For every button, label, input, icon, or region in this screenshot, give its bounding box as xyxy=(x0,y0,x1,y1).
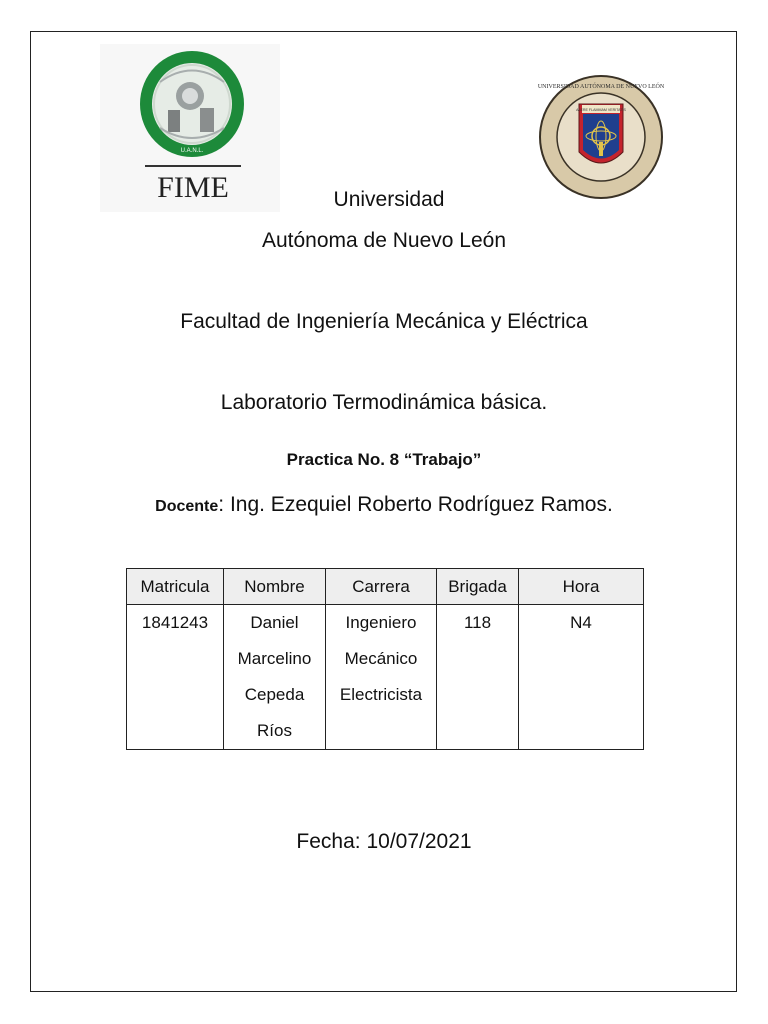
fime-wordmark: FIME xyxy=(157,171,229,204)
cell-carrera xyxy=(326,605,437,750)
lab-name: Laboratorio Termodinámica básica. xyxy=(220,391,548,414)
seal-motto: ALERE FLAMMAM VERITATIS xyxy=(576,108,626,112)
cell-matricula: 1841243 xyxy=(127,605,224,750)
table-header-row xyxy=(127,569,644,605)
cell-hora: N4 xyxy=(519,605,644,750)
carrera-line: Ingeniero xyxy=(345,613,417,632)
university-line-2: Autónoma de Nuevo León xyxy=(261,229,506,252)
teacher-line xyxy=(0,493,768,517)
cell-nombre xyxy=(224,605,326,750)
cell-brigada: 118 xyxy=(437,605,519,750)
university-line-1: Universidad xyxy=(333,188,445,211)
date-line: Fecha: 10/07/2021 xyxy=(296,830,472,853)
practice-title: Practica No. 8 “Trabajo” xyxy=(286,450,482,469)
faculty-name: Facultad de Ingeniería Mecánica y Eléctrica xyxy=(180,310,588,333)
col-matricula: Matricula xyxy=(127,569,224,605)
student-table xyxy=(126,568,644,750)
nombre-line: Daniel xyxy=(250,613,299,632)
nombre-line: Ríos xyxy=(257,721,292,740)
carrera-line: Electricista xyxy=(339,685,423,704)
uanl-seal xyxy=(538,74,664,200)
teacher-label: Docente xyxy=(155,498,219,515)
col-hora: Hora xyxy=(519,569,644,605)
col-carrera: Carrera xyxy=(326,569,437,605)
fime-bottom-text: U.A.N.L. xyxy=(180,148,204,154)
teacher-name: : Ing. Ezequiel Roberto Rodríguez Ramos. xyxy=(218,493,613,516)
nombre-line: Marcelino xyxy=(237,649,312,668)
col-brigada: Brigada xyxy=(437,569,519,605)
col-nombre: Nombre xyxy=(224,569,326,605)
table-row xyxy=(127,605,644,750)
fime-logo xyxy=(100,44,280,212)
nombre-line: Cepeda xyxy=(244,685,305,704)
carrera-line: Mecánico xyxy=(344,649,418,668)
seal-ring-text: UNIVERSIDAD AUTÓNOMA DE NUEVO LEÓN xyxy=(538,84,664,90)
